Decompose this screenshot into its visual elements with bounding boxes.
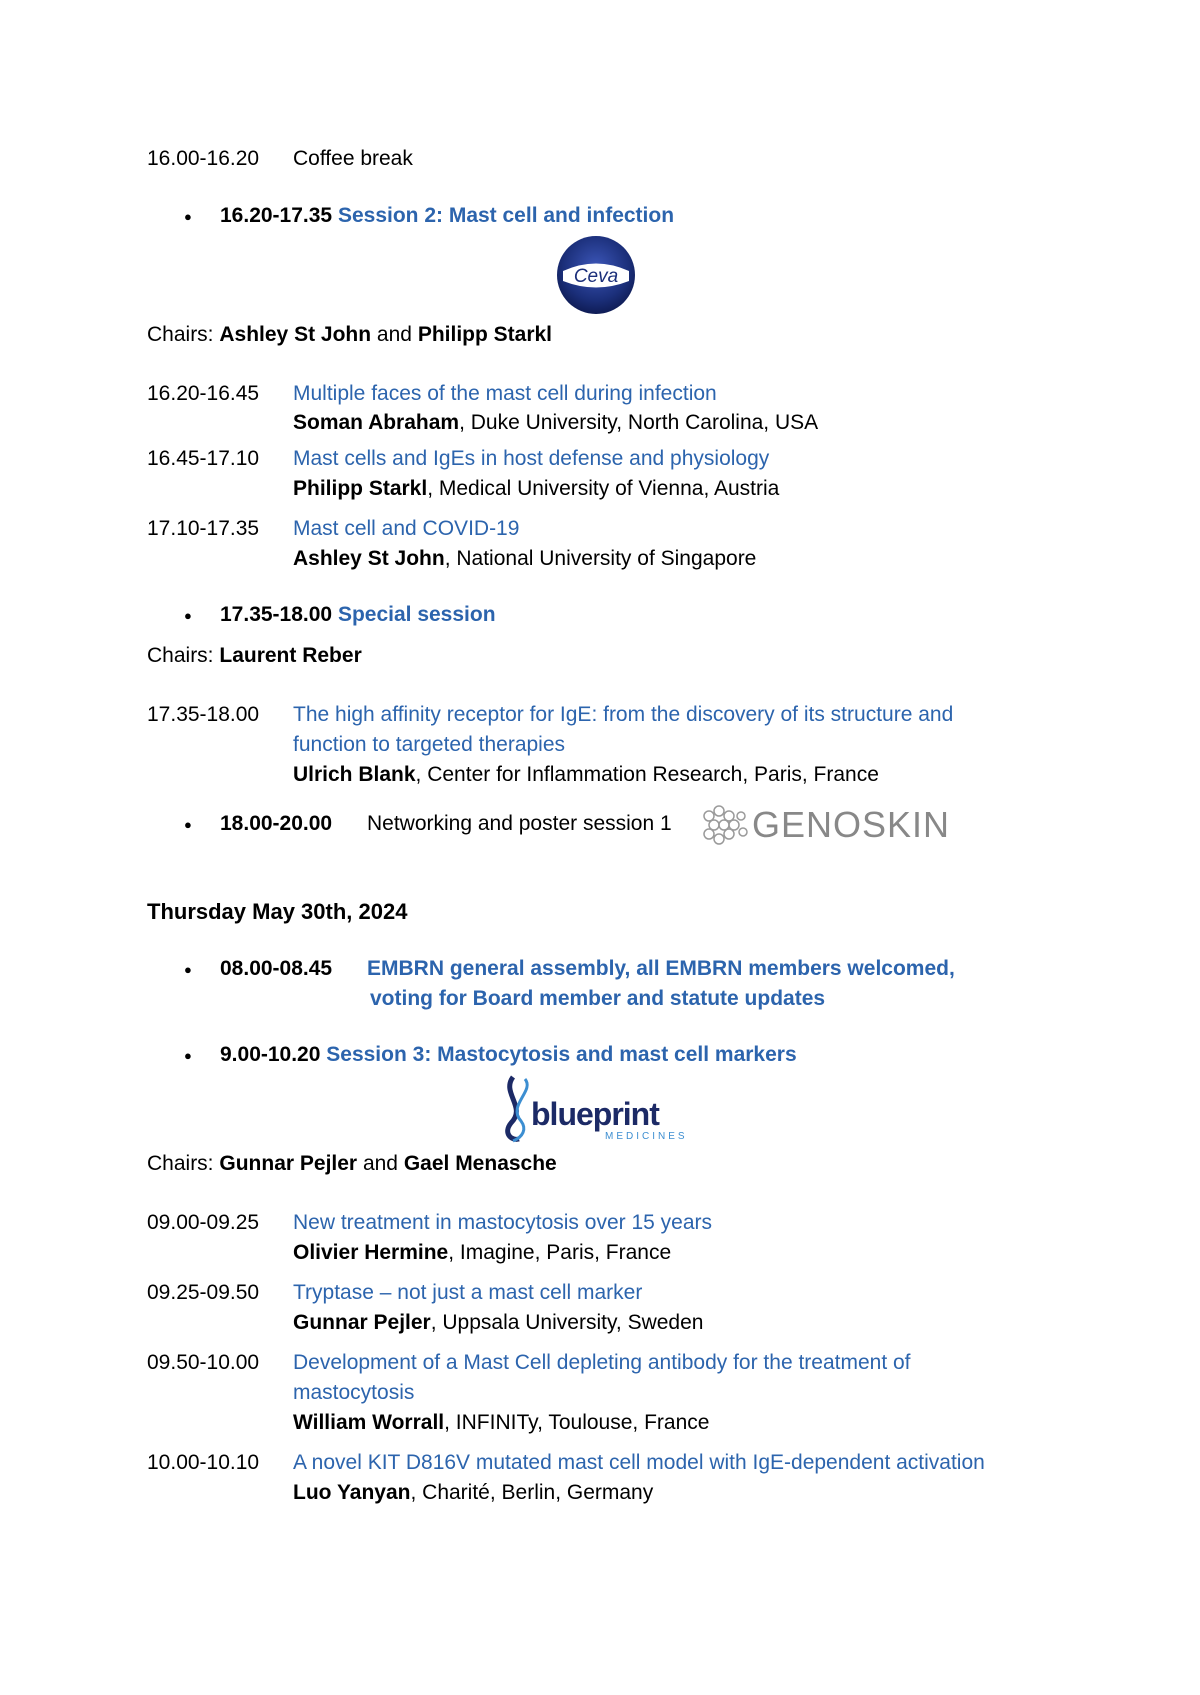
speaker-name: Gunnar Pejler [293, 1311, 431, 1334]
assembly-title: EMBRN general assembly, all EMBRN members welcomed, [367, 957, 955, 980]
session3-title: Session 3: Mastocytosis and mast cell markers [326, 1043, 797, 1066]
chair-name: Gunnar Pejler [219, 1152, 358, 1175]
speaker-affiliation: , INFINITy, Toulouse, France [444, 1411, 710, 1434]
speaker-name: Philipp Starkl [293, 477, 428, 500]
talk-title: Development of a Mast Cell depleting antibody for the treatment of [293, 1351, 911, 1374]
genoskin-logo [699, 802, 949, 848]
talk-time: 10.00-10.10 [147, 1451, 260, 1474]
talk-time: 17.10-17.35 [147, 517, 260, 540]
session2-header [220, 203, 674, 228]
talk-title: Multiple faces of the mast cell during infection [293, 382, 717, 405]
special-header [220, 602, 496, 627]
svg-text:MEDICINES: MEDICINES [605, 1131, 688, 1142]
speaker-name: Soman Abraham [293, 411, 460, 434]
chairs-label: Chairs: [147, 323, 214, 346]
session3-chairs [147, 1151, 557, 1176]
talk-time: 09.00-09.25 [147, 1211, 260, 1234]
speaker-affiliation: , National University of Singapore [444, 547, 757, 570]
speaker-name: Ulrich Blank [293, 763, 416, 786]
assembly-time: 08.00-08.45 [220, 957, 333, 980]
talk-speaker [293, 1240, 671, 1265]
talk-time: 09.25-09.50 [147, 1281, 260, 1304]
speaker-affiliation: , Center for Inflammation Research, Paris, France [415, 763, 879, 786]
chair-name: Philipp Starkl [417, 323, 553, 346]
ceva-logo [555, 234, 637, 316]
talk-speaker [293, 476, 779, 501]
special-title: Special session [337, 603, 496, 626]
bullet-icon: ● [184, 962, 192, 977]
speaker-affiliation: , Charité, Berlin, Germany [410, 1481, 654, 1504]
bullet-icon: ● [184, 209, 192, 224]
speaker-name: Luo Yanyan [293, 1481, 411, 1504]
chair-name: Gael Menasche [403, 1152, 557, 1175]
speaker-name: Ashley St John [293, 547, 445, 570]
talk-title-line2: mastocytosis [293, 1381, 415, 1404]
talk-title: Tryptase – not just a mast cell marker [293, 1281, 643, 1304]
special-chairs [147, 643, 362, 668]
session2-time: 16.20-17.35 [220, 204, 333, 227]
session3-time: 9.00-10.20 [220, 1043, 321, 1066]
chairs-label: Chairs: [147, 644, 214, 667]
chairs-label: Chairs: [147, 1152, 214, 1175]
chair-name: Laurent Reber [219, 644, 362, 667]
talk-title: Mast cell and COVID-19 [293, 517, 520, 540]
svg-text:blueprint: blueprint [531, 1096, 659, 1132]
talk-speaker [293, 410, 818, 435]
speaker-name: William Worrall [293, 1411, 445, 1434]
bullet-icon: ● [184, 1048, 192, 1063]
and-word: and [362, 1152, 398, 1175]
bullet-icon: ● [184, 608, 192, 623]
talk-speaker [293, 1480, 653, 1505]
talk-speaker [293, 1410, 709, 1435]
session3-header [220, 1042, 797, 1067]
talk-time: 16.20-16.45 [147, 382, 260, 405]
talk-time: 09.50-10.00 [147, 1351, 260, 1374]
and-word: and [376, 323, 412, 346]
speaker-affiliation: , Uppsala University, Sweden [430, 1311, 704, 1334]
networking-time [220, 811, 332, 836]
coffee-label: Coffee break [293, 147, 413, 170]
speaker-affiliation: , Medical University of Vienna, Austria [427, 477, 780, 500]
talk-speaker [293, 546, 756, 571]
talk-time: 16.45-17.10 [147, 447, 260, 470]
talk-title: New treatment in mastocytosis over 15 years [293, 1211, 712, 1234]
speaker-affiliation: , Imagine, Paris, France [448, 1241, 672, 1264]
chair-name: Ashley St John [219, 323, 372, 346]
session2-chairs [147, 322, 552, 347]
talk-speaker [293, 762, 879, 787]
blueprint-medicines-logo [497, 1073, 697, 1145]
talk-title-line2: function to targeted therapies [293, 733, 566, 756]
svg-text:GENOSKIN: GENOSKIN [752, 804, 949, 845]
day-heading: Thursday May 30th, 2024 [147, 899, 408, 924]
speaker-name: Olivier Hermine [293, 1241, 449, 1264]
networking-time-text: 18.00-20.00 [220, 812, 333, 835]
talk-title: A novel KIT D816V mutated mast cell model with IgE-dependent activation [293, 1451, 985, 1474]
bullet-icon: ● [184, 817, 192, 832]
talk-time: 17.35-18.00 [147, 703, 260, 726]
networking-label: Networking and poster session 1 [367, 812, 672, 835]
svg-text:Ceva: Ceva [573, 266, 619, 287]
coffee-time: 16.00-16.20 [147, 147, 260, 170]
talk-title: The high affinity receptor for IgE: from the discovery of its structure and [293, 703, 954, 726]
talk-title: Mast cells and IgEs in host defense and physiology [293, 447, 770, 470]
speaker-affiliation: , Duke University, North Carolina, USA [459, 411, 819, 434]
talk-speaker [293, 1310, 703, 1335]
special-time: 17.35-18.00 [220, 603, 333, 626]
assembly-title-line2: voting for Board member and statute updates [370, 987, 826, 1010]
session2-title: Session 2: Mast cell and infection [337, 204, 675, 227]
